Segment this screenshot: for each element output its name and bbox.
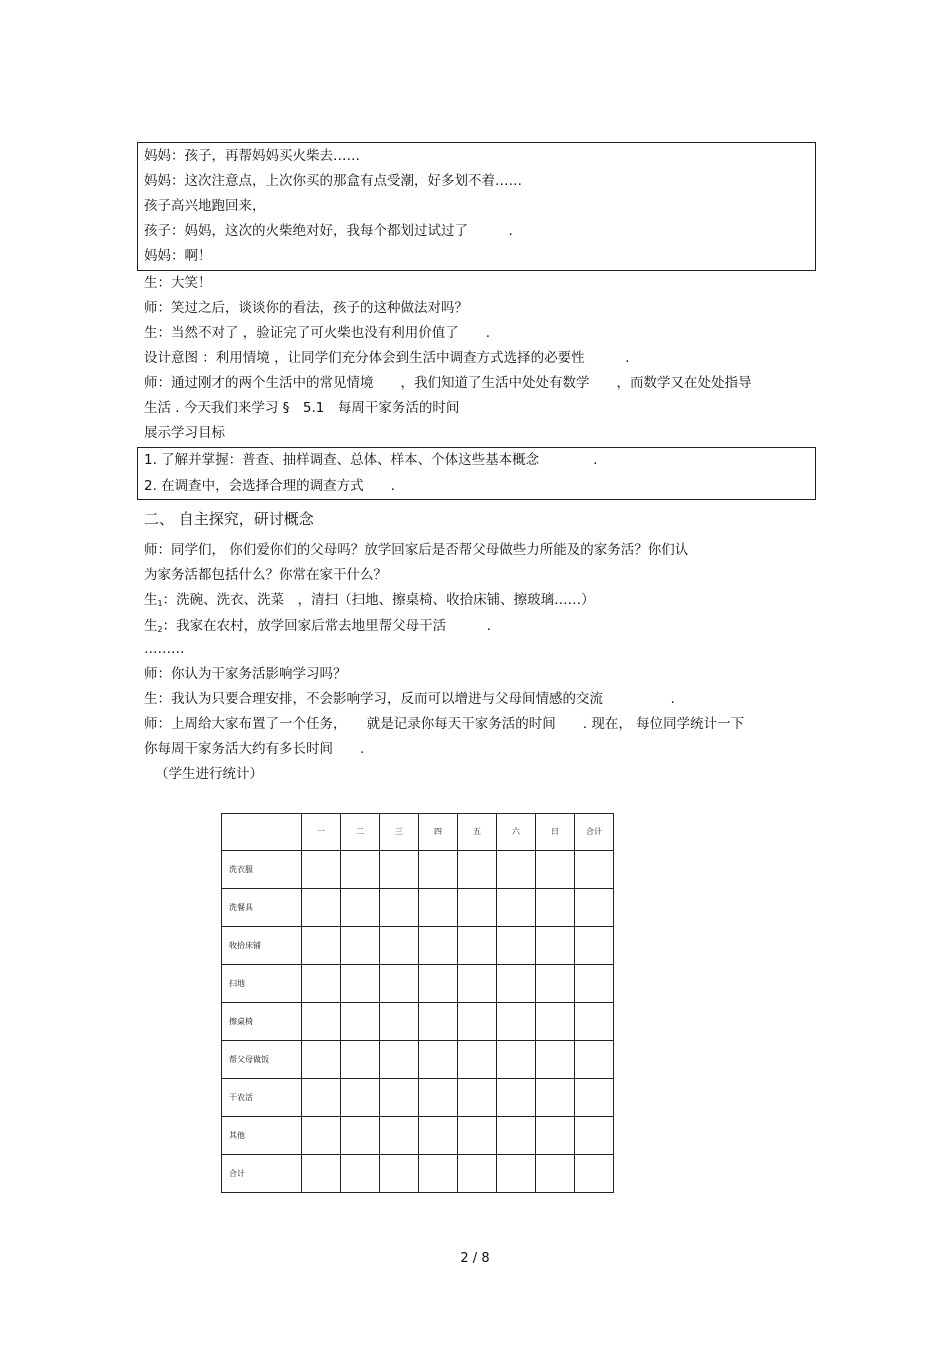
table-cell — [380, 1155, 419, 1193]
table-cell — [536, 889, 575, 927]
table-cell — [419, 1117, 458, 1155]
table-row-label: 合计 — [222, 1155, 302, 1193]
table-row-label: 干农活 — [222, 1079, 302, 1117]
dialog-line: 妈妈：这次注意点，上次你买的那盒有点受潮，好多划不着…… — [144, 173, 522, 189]
dialog-box — [137, 142, 816, 271]
table-cell — [341, 1079, 380, 1117]
dialog-line: 孩子：妈妈，这次的火柴绝对好，我每个都划过试过了 . — [144, 223, 513, 239]
table-header-cell: 日 — [536, 814, 575, 851]
table-cell — [380, 1041, 419, 1079]
table-cell — [419, 1155, 458, 1193]
table-cell — [536, 1041, 575, 1079]
paragraph-line: 师：上周给大家布置了一个任务， 就是记录你每天干家务活的时间 . 现在， 每位同学统计一下 — [144, 716, 745, 732]
table-cell — [302, 1155, 341, 1193]
paragraph-line: 师：你认为干家务活影响学习吗？ — [144, 666, 347, 682]
table-cell — [536, 1003, 575, 1041]
table-cell — [458, 1155, 497, 1193]
dialog-line: 妈妈：孩子，再帮妈妈买火柴去…… — [144, 148, 360, 164]
table-cell — [419, 1079, 458, 1117]
table-cell — [302, 851, 341, 889]
table-cell — [419, 927, 458, 965]
table-cell — [536, 1155, 575, 1193]
table-cell — [458, 1041, 497, 1079]
table-cell — [302, 1003, 341, 1041]
table-row — [222, 851, 614, 889]
table-cell — [341, 1003, 380, 1041]
page-number: 2 / 8 — [460, 1251, 490, 1266]
table-header-cell: 六 — [497, 814, 536, 851]
table-cell — [575, 889, 614, 927]
table-row-label: 洗餐具 — [222, 889, 302, 927]
paragraph-line: 生：我认为只要合理安排，不会影响学习，反而可以增进与父母间情感的交流 . — [144, 691, 675, 707]
table-cell — [458, 1117, 497, 1155]
table-header-cell: 合计 — [575, 814, 614, 851]
paragraph-line: 生：当然不对了 ，验证完了可火柴也没有利用价值了 . — [144, 325, 491, 341]
table-cell — [380, 1117, 419, 1155]
table-cell — [419, 889, 458, 927]
paragraph-line: 生活 . 今天我们来学习 § 5.1 每周干家务活的时间 — [144, 400, 460, 416]
table-cell — [575, 927, 614, 965]
table-cell — [380, 1079, 419, 1117]
table-cell — [380, 1003, 419, 1041]
table-row — [222, 927, 614, 965]
table-header-cell: 一 — [302, 814, 341, 851]
dialog-line: 孩子高兴地跑回来， — [144, 198, 266, 214]
student-1-line — [144, 591, 595, 611]
table-cell — [536, 1117, 575, 1155]
table-cell — [458, 927, 497, 965]
table-cell — [575, 1079, 614, 1117]
table-cell — [458, 851, 497, 889]
table-cell — [419, 851, 458, 889]
paragraph-line: 师：笑过之后，谈谈你的看法，孩子的这种做法对吗？ — [144, 300, 468, 316]
table-cell — [575, 965, 614, 1003]
table-cell — [341, 965, 380, 1003]
table-row — [222, 889, 614, 927]
dialog-line: 妈妈：啊！ — [144, 248, 212, 264]
paragraph-line: 展示学习目标 — [144, 425, 225, 441]
table-cell — [497, 1155, 536, 1193]
table-cell — [341, 1155, 380, 1193]
paragraph-line: 生：大笑！ — [144, 275, 212, 291]
table-cell — [575, 1155, 614, 1193]
table-cell — [341, 927, 380, 965]
table-cell — [341, 889, 380, 927]
table-cell — [380, 965, 419, 1003]
paragraph-line: 师：同学们， 你们爱你们的父母吗？放学回家后是否帮父母做些力所能及的家务活？你们认 — [144, 542, 689, 558]
table-cell — [536, 851, 575, 889]
table-cell — [497, 1041, 536, 1079]
table-cell — [458, 965, 497, 1003]
table-header-cell: 二 — [341, 814, 380, 851]
table-row — [222, 1155, 614, 1193]
table-cell — [380, 927, 419, 965]
table-cell — [302, 927, 341, 965]
table-row-label: 擦桌椅 — [222, 1003, 302, 1041]
table-header-cell: 四 — [419, 814, 458, 851]
table-row — [222, 1117, 614, 1155]
goal-line: 1. 了解并掌握：普查、抽样调查、总体、样本、个体这些基本概念 . — [144, 452, 598, 468]
table-cell — [341, 1041, 380, 1079]
table-cell — [575, 851, 614, 889]
table-row-label: 洗衣服 — [222, 851, 302, 889]
table-cell — [341, 851, 380, 889]
table-cell — [380, 851, 419, 889]
table-cell — [458, 1003, 497, 1041]
table-header-cell — [222, 814, 302, 851]
goals-box — [137, 447, 816, 500]
student-subscript: 2 — [157, 625, 163, 634]
paragraph-line: 师：通过刚才的两个生活中的常见情境 ，我们知道了生活中处处有数学 ，而数学又在处处指导 — [144, 375, 752, 391]
chores-table — [221, 813, 614, 1193]
goal-line: 2. 在调查中，会选择合理的调查方式 . — [144, 478, 395, 494]
student-prefix: 生 — [144, 592, 158, 608]
table-row-label: 帮父母做饭 — [222, 1041, 302, 1079]
student-2-line — [144, 617, 491, 637]
table-row — [222, 1041, 614, 1079]
table-cell — [497, 1003, 536, 1041]
table-row — [222, 1079, 614, 1117]
table-cell — [497, 927, 536, 965]
table-cell — [380, 889, 419, 927]
student-prefix: 生 — [144, 618, 158, 634]
table-cell — [458, 889, 497, 927]
paragraph-line: （学生进行统计） — [155, 766, 263, 782]
table-cell — [419, 1003, 458, 1041]
paragraph-line: 你每周干家务活大约有多长时间 . — [144, 741, 365, 757]
table-row-label: 扫地 — [222, 965, 302, 1003]
table-cell — [497, 1117, 536, 1155]
table-cell — [497, 851, 536, 889]
table-cell — [341, 1117, 380, 1155]
table-cell — [497, 889, 536, 927]
table-row — [222, 1003, 614, 1041]
table-cell — [575, 1117, 614, 1155]
table-cell — [419, 1041, 458, 1079]
table-row-label: 收拾床铺 — [222, 927, 302, 965]
table-header-row — [222, 814, 614, 851]
table-header-cell: 五 — [458, 814, 497, 851]
table-cell — [497, 965, 536, 1003]
table-cell — [536, 1079, 575, 1117]
student-subscript: 1 — [157, 599, 163, 608]
table-cell — [302, 1117, 341, 1155]
student-text: ：我家在农村，放学回家后常去地里帮父母干活 . — [162, 618, 491, 634]
paragraph-line: 为家务活都包括什么？你常在家干什么？ — [144, 567, 387, 583]
table-header-cell: 三 — [380, 814, 419, 851]
section-heading: 二、 自主探究，研讨概念 — [144, 510, 314, 528]
paragraph-line: ……… — [144, 641, 185, 657]
table-cell — [302, 1041, 341, 1079]
student-text: ：洗碗、洗衣、洗菜 ，清扫（扫地、擦桌椅、收拾床铺、擦玻璃……） — [162, 592, 595, 608]
table-cell — [536, 965, 575, 1003]
table-cell — [302, 1079, 341, 1117]
table-cell — [302, 889, 341, 927]
table-cell — [458, 1079, 497, 1117]
table-cell — [419, 965, 458, 1003]
table-cell — [575, 1003, 614, 1041]
table-cell — [497, 1079, 536, 1117]
table-row — [222, 965, 614, 1003]
table-cell — [302, 965, 341, 1003]
table-cell — [536, 927, 575, 965]
table-cell — [575, 1041, 614, 1079]
table-row-label: 其他 — [222, 1117, 302, 1155]
paragraph-line: 设计意图 ：利用情境 ，让同学们充分体会到生活中调查方式选择的必要性 . — [144, 350, 630, 366]
